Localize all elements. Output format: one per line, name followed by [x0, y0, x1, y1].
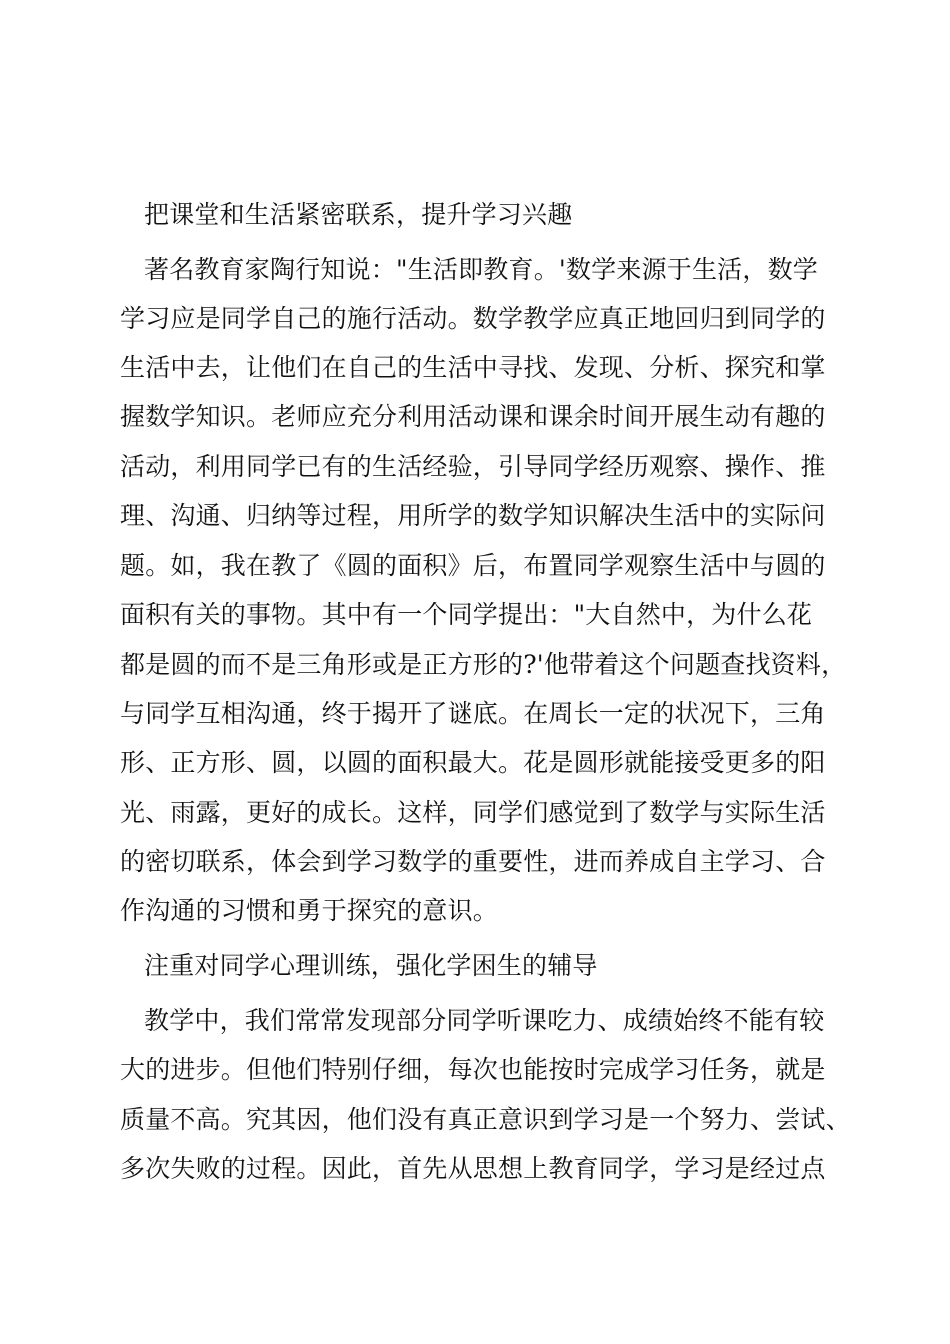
paragraph-line: 的密切联系，体会到学习数学的重要性，进而养成自主学习、合: [120, 847, 826, 876]
paragraph-line: 光、雨露，更好的成长。这样，同学们感觉到了数学与实际生活: [120, 798, 826, 827]
paragraph-line: 学习应是同学自己的施行活动。数学教学应真正地回归到同学的: [120, 304, 826, 333]
paragraph-line: 著名教育家陶行知说："生活即教育。'数学来源于生活，数学: [144, 255, 818, 284]
paragraph-line: 理、沟通、归纳等过程，用所学的数学知识解决生活中的实际问: [120, 501, 826, 530]
paragraph-line: 题。如，我在教了《圆的面积》后，布置同学观察生活中与圆的: [120, 551, 826, 580]
section-heading-1: 把课堂和生活紧密联系，提升学习兴趣: [144, 200, 573, 229]
paragraph-line: 大的进步。但他们特别仔细，每次也能按时完成学习任务，就是: [120, 1055, 826, 1084]
paragraph-line: 质量不高。究其因，他们没有真正意识到学习是一个努力、尝试、: [120, 1105, 851, 1134]
paragraph-line: 都是圆的而不是三角形或是正方形的?'他带着这个问题查找资料，: [120, 650, 847, 679]
paragraph-line: 面积有关的事物。其中有一个同学提出："大自然中，为什么花: [120, 600, 813, 629]
paragraph-line: 活动，利用同学已有的生活经验，引导同学经历观察、操作、推: [120, 452, 826, 481]
paragraph-line: 与同学互相沟通，终于揭开了谜底。在周长一定的状况下，三角: [120, 699, 826, 728]
paragraph-line: 形、正方形、圆，以圆的面积最大。花是圆形就能接受更多的阳: [120, 748, 826, 777]
paragraph-line: 握数学知识。老师应充分利用活动课和课余时间开展生动有趣的: [120, 402, 826, 431]
paragraph-line: 教学中，我们常常发现部分同学听课吃力、成绩始终不能有较: [144, 1006, 825, 1035]
section-heading-2: 注重对同学心理训练，强化学困生的辅导: [144, 951, 598, 980]
paragraph-line: 多次失败的过程。因此，首先从思想上教育同学，学习是经过点: [120, 1154, 826, 1183]
paragraph-line: 作沟通的习惯和勇于探究的意识。: [120, 896, 499, 925]
paragraph-line: 生活中去，让他们在自己的生活中寻找、发现、分析、探究和掌: [120, 353, 826, 382]
